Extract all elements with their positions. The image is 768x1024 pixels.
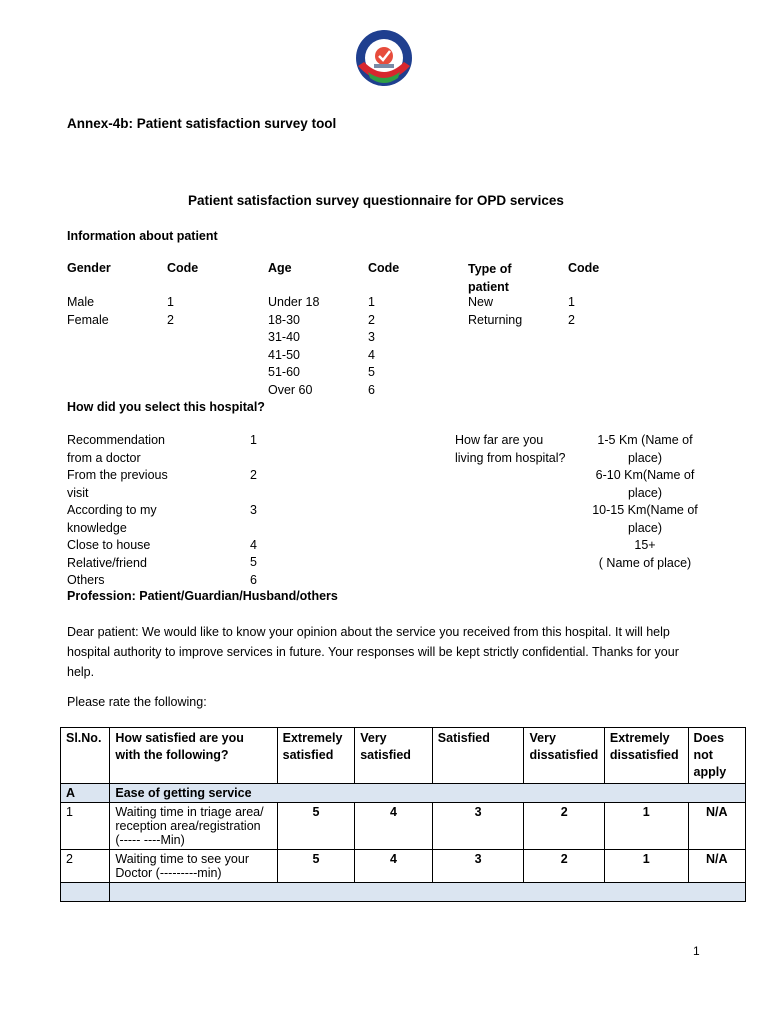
select-code: 5 xyxy=(250,555,257,569)
age-code-header: Code xyxy=(368,261,400,275)
document-title: Patient satisfaction survey questionnaire for OPD services xyxy=(188,193,564,208)
intro-paragraph: Dear patient: We would like to know your opinion about the service you received from this hospital. It will help hospital authority to improve services in future. Your responses will be kept strictly confidential. Thanks for your help. xyxy=(67,625,679,679)
table-blank-row xyxy=(61,883,746,902)
blank-cell xyxy=(61,883,110,902)
row-number: 1 xyxy=(61,803,110,850)
rating-option[interactable]: N/A xyxy=(688,850,746,883)
age-code: 5 xyxy=(368,365,375,379)
table-row xyxy=(61,850,746,883)
rating-option[interactable]: 5 xyxy=(277,850,355,883)
distance-option: 15+ xyxy=(634,538,656,552)
select-options xyxy=(67,432,168,590)
section-label: Ease of getting service xyxy=(110,784,746,803)
row-number: 2 xyxy=(61,850,110,883)
info-heading: Information about patient xyxy=(67,229,218,243)
table-section-row xyxy=(61,784,746,803)
patient-type-option: New xyxy=(468,295,494,309)
gender-option: Female xyxy=(67,312,109,327)
patient-type-code: 1 xyxy=(568,295,575,309)
age-code: 6 xyxy=(368,382,375,397)
age-option: Under 18 xyxy=(268,295,320,309)
select-option: From the previous xyxy=(67,468,168,482)
col-header-item: How satisfied are you with the following? xyxy=(110,728,277,784)
rating-option[interactable]: 2 xyxy=(524,850,604,883)
distance-question xyxy=(455,432,565,467)
rating-option[interactable]: 2 xyxy=(524,803,604,850)
col-header-slno: Sl.No. xyxy=(61,728,110,784)
distance-question-line: living from hospital? xyxy=(455,450,566,465)
annex-title: Annex-4b: Patient satisfaction survey tool xyxy=(67,116,337,131)
distance-option: 10-15 Km(Name of xyxy=(592,503,698,517)
page-number: 1 xyxy=(693,944,700,958)
select-code: 3 xyxy=(250,503,257,517)
select-option: According to my xyxy=(67,503,157,517)
rating-option[interactable]: N/A xyxy=(688,803,746,850)
select-option: visit xyxy=(67,485,89,500)
col-header-not-apply: Does not apply xyxy=(688,728,746,784)
rating-option[interactable]: 1 xyxy=(604,803,688,850)
select-code: 2 xyxy=(250,468,257,482)
select-option: Others xyxy=(67,573,105,587)
age-option: Over 60 xyxy=(268,382,313,397)
age-codes xyxy=(368,294,375,399)
gender-header: Gender xyxy=(67,261,111,275)
rate-prompt: Please rate the following: xyxy=(67,695,207,709)
age-option: 51-60 xyxy=(268,365,300,379)
select-code: 4 xyxy=(250,538,257,552)
patient-type-option: Returning xyxy=(468,312,523,327)
rating-option[interactable]: 3 xyxy=(432,850,524,883)
col-header-extremely-satisfied: Extremely satisfied xyxy=(277,728,355,784)
col-header-very-satisfied: Very satisfied xyxy=(355,728,433,784)
gender-code-header: Code xyxy=(167,261,199,275)
age-option: 41-50 xyxy=(268,347,300,362)
age-header: Age xyxy=(268,261,292,275)
age-labels xyxy=(268,294,319,399)
distance-question-line: How far are you xyxy=(455,433,544,447)
col-header-extremely-dissatisfied: Extremely dissatisfied xyxy=(604,728,688,784)
age-code: 3 xyxy=(368,330,375,344)
age-code: 4 xyxy=(368,347,375,362)
rating-option[interactable]: 4 xyxy=(355,850,433,883)
distance-options xyxy=(580,432,710,572)
age-option: 31-40 xyxy=(268,330,300,344)
table-header-row xyxy=(61,728,746,784)
age-code: 1 xyxy=(368,295,375,309)
patient-type-code-header: Code xyxy=(568,261,600,275)
select-code: 1 xyxy=(250,433,257,447)
distance-option: place) xyxy=(627,450,663,465)
select-option: knowledge xyxy=(67,520,127,535)
age-code: 2 xyxy=(368,312,375,327)
distance-option: 6-10 Km(Name of xyxy=(595,468,695,482)
select-heading: How did you select this hospital? xyxy=(67,400,265,414)
blank-cell xyxy=(110,883,746,902)
gender-code: 2 xyxy=(167,312,174,327)
gender-code: 1 xyxy=(167,295,174,309)
select-option: Relative/friend xyxy=(67,555,147,570)
gender-labels xyxy=(67,294,109,329)
col-header-satisfied: Satisfied xyxy=(432,728,524,784)
section-id: A xyxy=(61,784,110,803)
gender-option: Male xyxy=(67,295,95,309)
distance-option: place) xyxy=(627,485,663,500)
patient-type-code: 2 xyxy=(568,312,575,327)
select-code: 6 xyxy=(250,573,257,587)
profession-line: Profession: Patient/Guardian/Husband/others xyxy=(67,589,338,603)
distance-option: ( Name of place) xyxy=(598,555,692,570)
table-row xyxy=(61,803,746,850)
patient-type-header-line: Type of xyxy=(468,262,512,276)
patient-type-codes xyxy=(568,294,575,329)
row-item: Waiting time to see your Doctor (---------min) xyxy=(110,850,277,883)
rating-option[interactable]: 3 xyxy=(432,803,524,850)
patient-type-header-line: patient xyxy=(468,279,509,294)
select-option: Close to house xyxy=(67,538,151,552)
patient-type-header xyxy=(468,261,512,296)
select-option: Recommendation xyxy=(67,433,165,447)
rating-option[interactable]: 5 xyxy=(277,803,355,850)
rating-option[interactable]: 4 xyxy=(355,803,433,850)
rating-option[interactable]: 1 xyxy=(604,850,688,883)
age-option: 18-30 xyxy=(268,312,300,327)
quality-improvement-seal-icon xyxy=(352,28,416,92)
row-item: Waiting time in triage area/ reception area/registration (----- ----Min) xyxy=(110,803,277,850)
patient-type-labels xyxy=(468,294,522,329)
col-header-very-dissatisfied: Very dissatisfied xyxy=(524,728,604,784)
satisfaction-table xyxy=(60,727,746,902)
distance-option: 1-5 Km (Name of xyxy=(597,433,693,447)
select-option: from a doctor xyxy=(67,450,141,465)
gender-codes xyxy=(167,294,174,329)
distance-option: place) xyxy=(627,520,663,535)
